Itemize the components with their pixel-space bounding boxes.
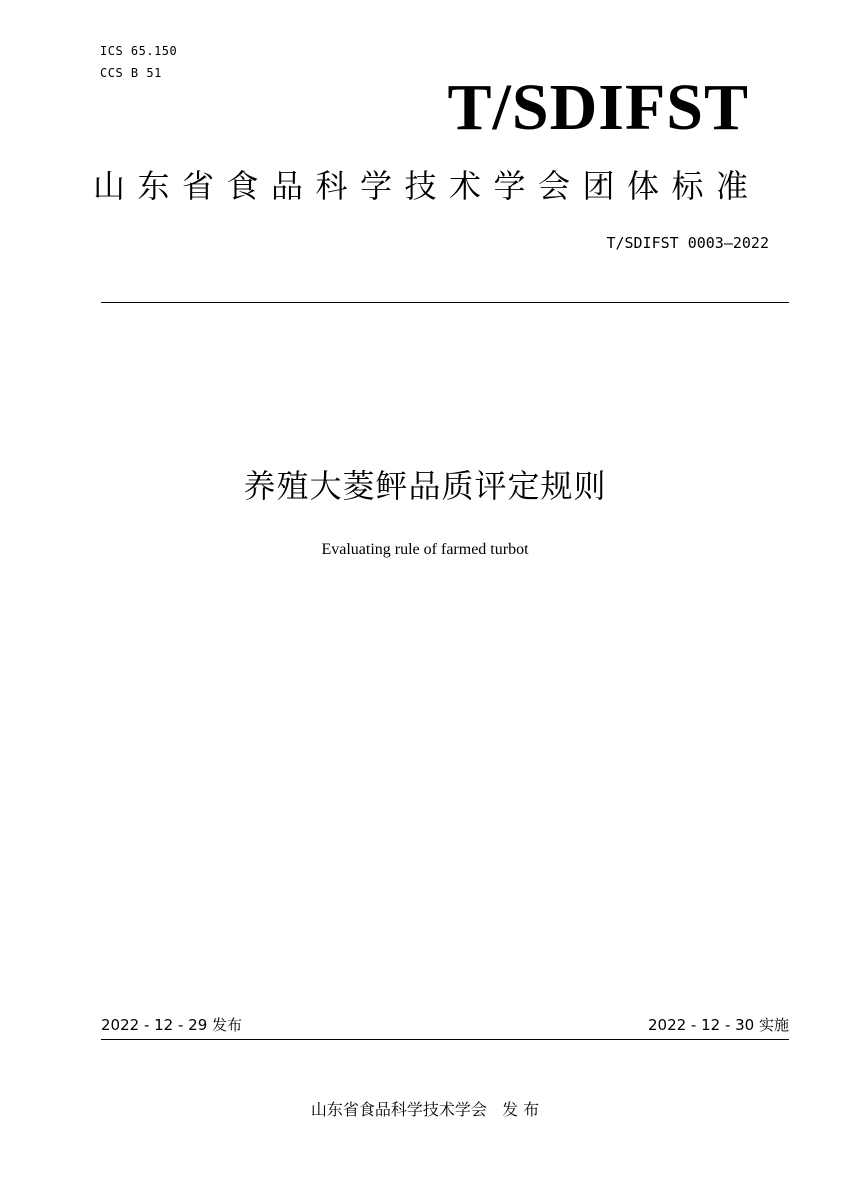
standard-logo-text: T/SDIFST [447,71,749,144]
issuing-organization: 山东省食品科学技术学会 发 布 [310,1100,540,1119]
ccs-code: CCS B 51 [100,66,162,80]
classification-codes [100,40,177,84]
standard-number: T/SDIFST 0003—2022 [606,234,769,252]
publish-date: 2022 - 12 - 29 发布 [101,1016,243,1034]
ics-code: ICS 65.150 [100,44,178,58]
bottom-divider [101,1039,789,1040]
document-title-english: Evaluating rule of farmed turbot [321,541,529,558]
effective-date: 2022 - 12 - 30 实施 [647,1016,789,1034]
top-divider [101,302,789,303]
organization-standard-heading: 山东省食品科学技术学会团体标准 [93,167,761,205]
document-title-chinese: 养殖大菱鲆品质评定规则 [243,467,607,505]
